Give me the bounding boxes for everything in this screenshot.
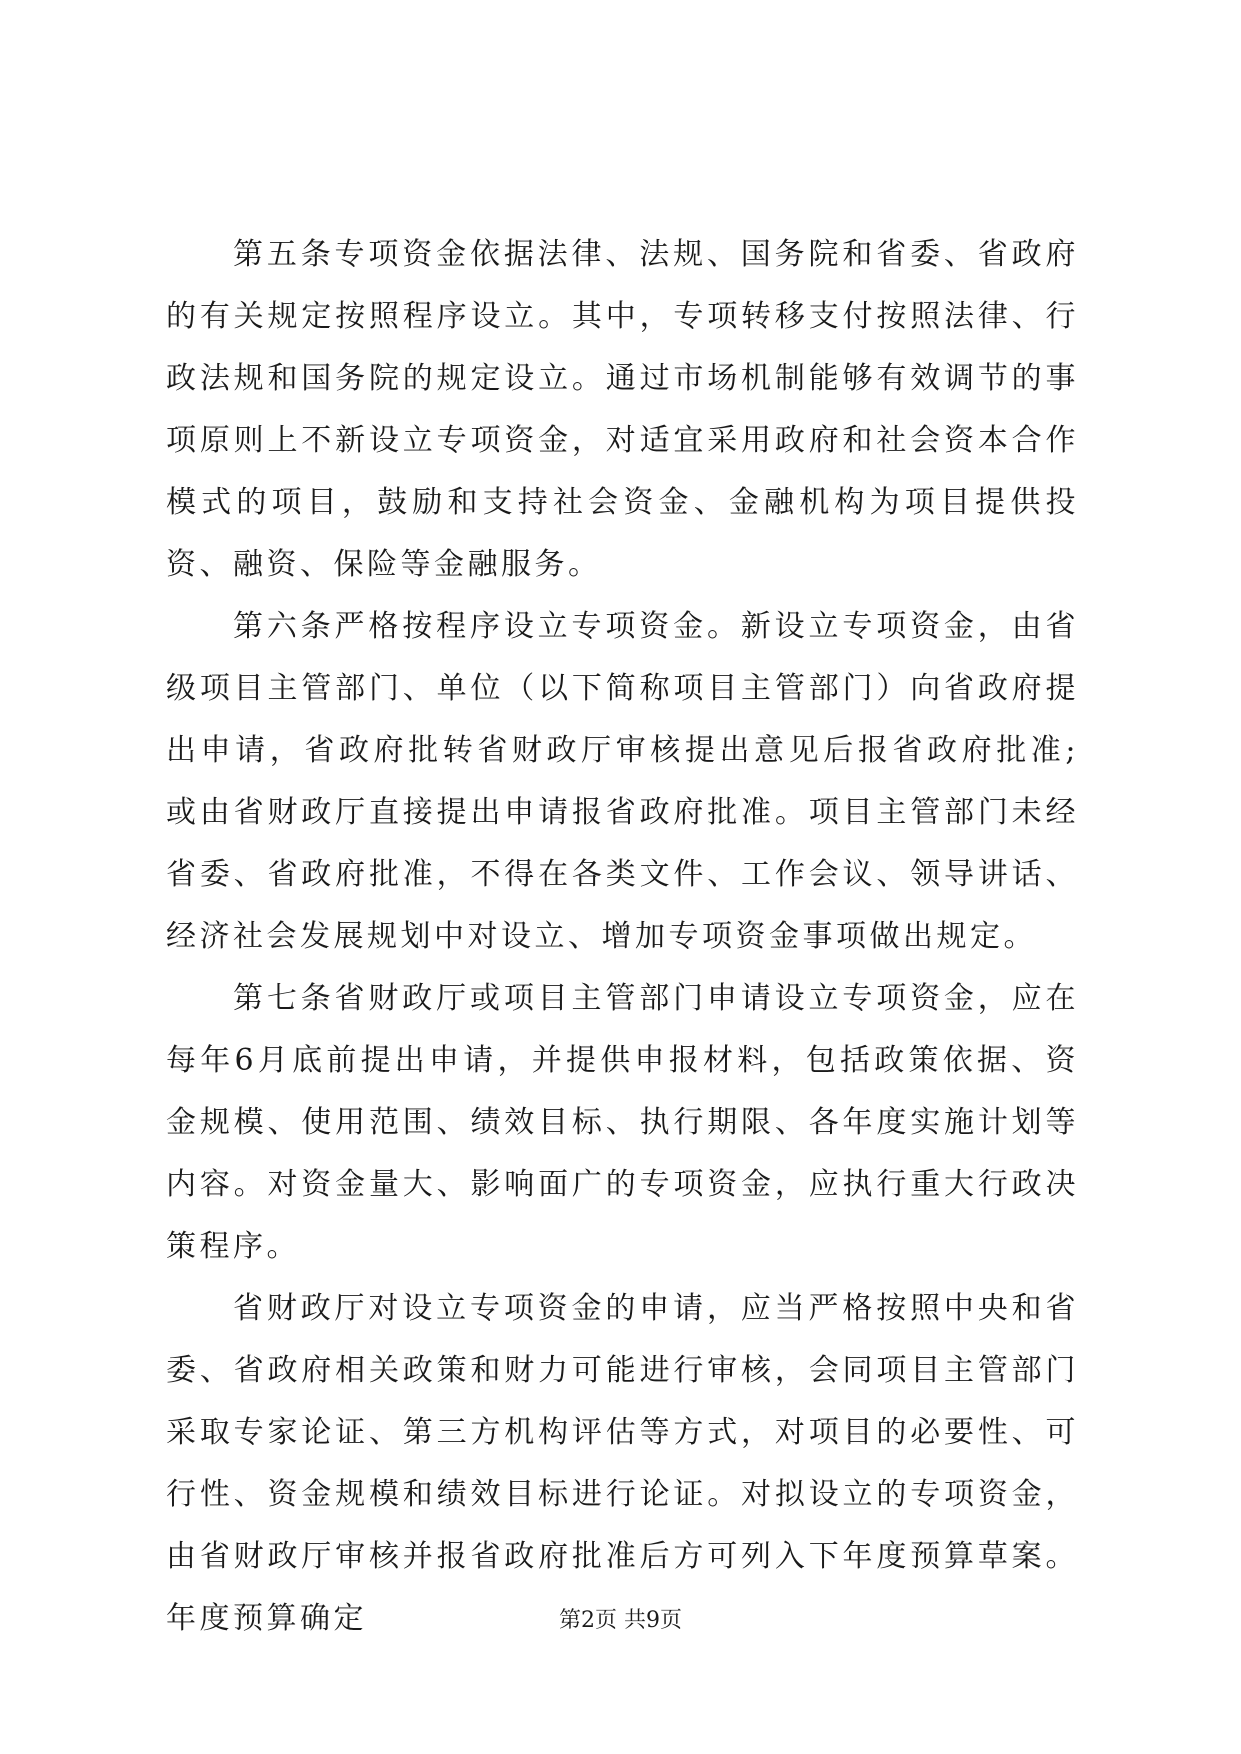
paragraph-article-5: 第五条专项资金依据法律、法规、国务院和省委、省政府的有关规定按照程序设立。其中，专项转移支付按照法律、行政法规和国务院的规定设立。通过市场机制能够有效调节的事项原则上不新设立专项资金，对适宜采用政府和社会资本合作模式的项目，鼓励和支持社会资金、金融机构为项目提供投资、融资、保险等金融服务。 — [166, 237, 1079, 582]
paragraph-article-6: 第六条严格按程序设立专项资金。新设立专项资金，由省级项目主管部门、单位（以下简称项目主管部门）向省政府提出申请，省政府批转省财政厅审核提出意见后报省政府批准;或由省财政厅直接提出申请报省政府批准。项目主管部门未经省委、省政府批准，不得在各类文件、工作会议、领导讲话、经济社会发展规划中对设立、增加专项资金事项做出规定。 — [166, 609, 1079, 954]
page-number-footer: 第2页 共9页 — [559, 1608, 682, 1633]
document-body — [166, 224, 1079, 1650]
paragraph-article-7: 第七条省财政厅或项目主管部门申请设立专项资金，应在每年6月底前提出申请，并提供申报材料，包括政策依据、资金规模、使用范围、绩效目标、执行期限、各年度实施计划等内容。对资金量大、影响面广的专项资金，应执行重大行政决策程序。 — [166, 981, 1079, 1264]
paragraph-review: 省财政厅对设立专项资金的申请，应当严格按照中央和省委、省政府相关政策和财力可能进行审核，会同项目主管部门采取专家论证、第三方机构评估等方式，对项目的必要性、可行性、资金规模和绩效目标进行论证。对拟设立的专项资金，由省财政厅审核并报省政府批准后方可列入下年度预算草案。年度预算确定 — [166, 1291, 1079, 1636]
